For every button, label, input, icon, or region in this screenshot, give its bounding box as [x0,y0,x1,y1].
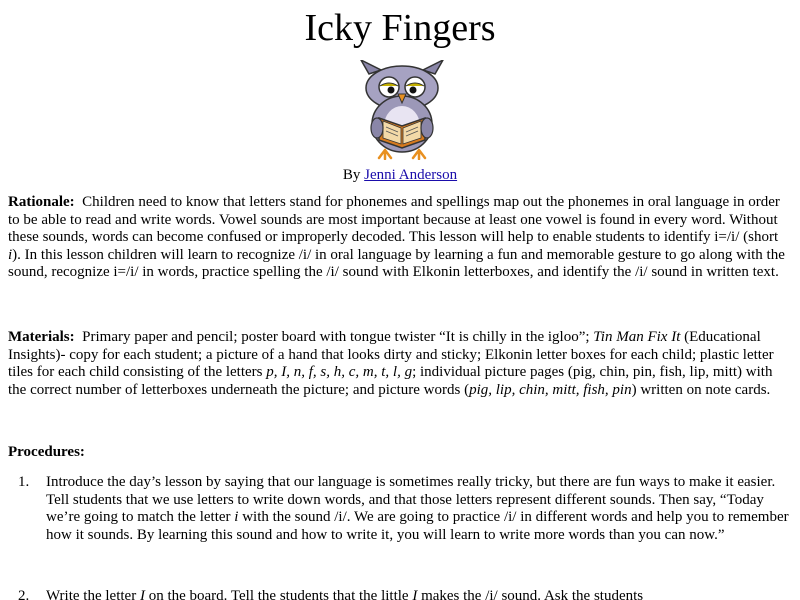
procedure-item-2 [8,588,792,600]
procedure-text-1: Introduce the day’s lesson by saying that our language is sometimes really tricky, but there are fun ways to make it easier. Tell students that we use letters to write down words, and that those letters represent different sounds. Then say, “Today we’re going to match the letter [46,474,776,525]
materials-paragraph [8,329,792,399]
rationale-text: Children need to know that letters stand for phonemes and spellings map out the phonemes in oral language in order to be able to read and write words. Vowel sounds are most important because at least one vowel is found in every word. Without these sounds, words can become confused or improperly decoded. This lesson will help to enable students to identify i=/i/ (short [8,194,780,245]
materials-text-4: ) written on note cards. [631,381,771,398]
rationale-short-i: i [8,246,13,263]
materials-book-title: Tin Man Fix It [593,329,681,345]
procedures-heading: Procedures: [8,444,85,460]
materials-picture-words: pig, lip, chin, mitt, fish, pin [469,381,632,398]
materials-label: Materials: [8,329,75,345]
rationale-text-2: ). In this lesson children will learn to recognize /i/ in oral language by learning a fun and memorable gesture to go along with the sound, recognize i=/i/ in words, practice spelling the /i/ sound with Elkonin letterboxes, and identify the /i/ sound in written text. [8,246,785,280]
procedure-letter-2: I [412,588,418,600]
materials-text-1: Primary paper and pencil; poster board with tongue twister “It is chilly in the igloo”; [82,329,594,345]
materials-text-3: ; individual picture pages (pig, chin, pin, fish, lip, mitt) with the correct number of letterboxes underneath the picture; and picture words ( [8,364,773,398]
procedure-text-1: Write the letter [46,588,140,600]
rationale-paragraph [8,194,792,282]
materials-letters: p, I, n, f, s, h, c, m, t, l, g [266,364,413,380]
page-title: Icky Fingers [304,7,496,49]
procedure-number: 1. [18,474,30,490]
byline [0,166,800,184]
procedure-number: 2. [18,588,30,600]
procedure-letter: i [234,509,239,525]
procedure-letter: I [139,588,145,600]
owl-reading-icon [355,60,449,160]
byline-prefix: By [342,167,365,183]
author-link[interactable]: Jenni Anderson [364,167,458,183]
materials-text-2: (Educational Insights)- copy for each student; a picture of a hand that looks dirty and sticky; Elkonin letter boxes for each child; plastic letter tiles for each child consisting of the letters [8,329,774,380]
procedure-item-1 [8,474,792,544]
procedure-text-2: on the board. Tell the students that the little [144,588,413,600]
procedure-text-3: makes the /i/ sound. Ask the students [417,588,644,600]
rationale-label: Rationale: [8,194,75,210]
procedure-text-2: with the sound /i/. We are going to practice /i/ in different words and help you to remember how it sounds. By learning this sound and how to write it, you will learn to write more words than you can now.” [46,509,789,543]
